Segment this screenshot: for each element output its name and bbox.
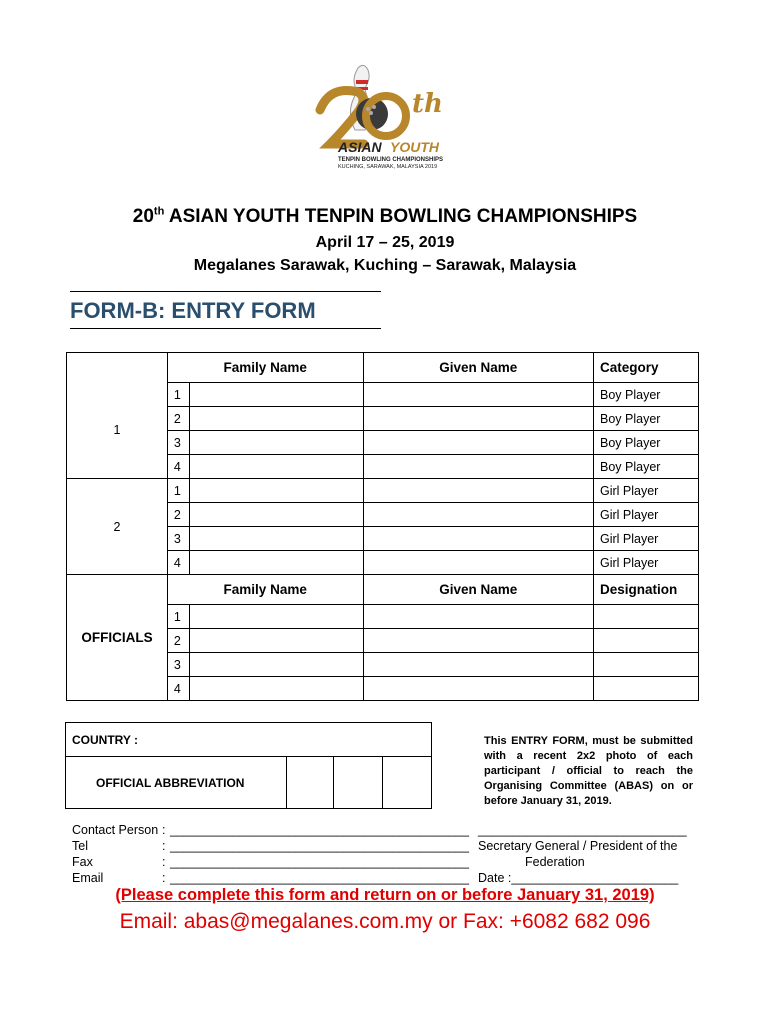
given-name-field[interactable] bbox=[363, 407, 594, 431]
fax-label: Fax bbox=[72, 855, 93, 869]
officials-label: OFFICIALS bbox=[67, 575, 168, 701]
submission-note: This ENTRY FORM, must be submitted with a recent 2x2 photo of each participant / official to reach the Organising Committee (ABAS) on or before January 31, 2019. bbox=[484, 735, 693, 807]
category-cell: Boy Player bbox=[594, 431, 699, 455]
category-cell: Girl Player bbox=[594, 527, 699, 551]
designation-field[interactable] bbox=[594, 677, 699, 701]
row-number: 2 bbox=[167, 407, 189, 431]
deadline-notice: (Please complete this form and return on or before January 31, 2019) bbox=[115, 886, 655, 904]
fax-field[interactable]: ___________________________________________ bbox=[170, 855, 469, 869]
category-cell: Boy Player bbox=[594, 455, 699, 479]
abbreviation-box-1[interactable] bbox=[286, 757, 334, 809]
given-name-field[interactable] bbox=[363, 455, 594, 479]
given-name-field[interactable] bbox=[363, 605, 594, 629]
row-number: 2 bbox=[167, 503, 189, 527]
logo-location: KUCHING, SARAWAK, MALAYSIA 2019 bbox=[338, 164, 438, 170]
given-name-field[interactable] bbox=[363, 503, 594, 527]
signature-block bbox=[478, 822, 693, 886]
country-label: COUNTRY : bbox=[72, 733, 138, 747]
tel-field[interactable]: ___________________________________________ bbox=[170, 839, 469, 853]
row-number: 4 bbox=[167, 551, 189, 575]
family-name-field[interactable] bbox=[189, 653, 363, 677]
event-title: 20th ASIAN YOUTH TENPIN BOWLING CHAMPIONSHIPS bbox=[132, 205, 638, 227]
entry-table bbox=[66, 352, 699, 701]
given-name-field[interactable] bbox=[363, 653, 594, 677]
email-label: Email bbox=[72, 871, 104, 885]
contact-colons: : : : : bbox=[162, 823, 166, 885]
family-name-field[interactable] bbox=[189, 479, 363, 503]
contact-labels bbox=[72, 822, 158, 886]
title-rule-top bbox=[70, 291, 381, 292]
logo-asian: ASIAN bbox=[338, 139, 382, 155]
championship-logo bbox=[300, 60, 475, 170]
family-name-field[interactable] bbox=[189, 629, 363, 653]
form-title: FORM-B: ENTRY FORM bbox=[70, 298, 316, 323]
header-given-name: Given Name bbox=[363, 575, 594, 605]
given-name-field[interactable] bbox=[363, 431, 594, 455]
given-name-field[interactable] bbox=[363, 527, 594, 551]
designation-field[interactable] bbox=[594, 629, 699, 653]
family-name-field[interactable] bbox=[189, 527, 363, 551]
family-name-field[interactable] bbox=[189, 407, 363, 431]
header-given-name: Given Name bbox=[363, 353, 594, 383]
category-cell: Girl Player bbox=[594, 503, 699, 527]
category-cell: Boy Player bbox=[594, 407, 699, 431]
group-2-label: 2 bbox=[67, 479, 168, 575]
group-1-label: 1 bbox=[67, 383, 168, 479]
given-name-field[interactable] bbox=[363, 479, 594, 503]
row-number: 4 bbox=[167, 455, 189, 479]
row-number: 3 bbox=[167, 527, 189, 551]
given-name-field[interactable] bbox=[363, 383, 594, 407]
logo-subtitle: TENPIN BOWLING CHAMPIONSHIPS bbox=[338, 157, 444, 163]
designation-field[interactable] bbox=[594, 605, 699, 629]
logo-suffix: th bbox=[412, 89, 443, 119]
date-field[interactable]: Date :________________________ bbox=[478, 871, 679, 885]
header-family-name: Family Name bbox=[167, 353, 363, 383]
contact-info: Email: abas@megalanes.com.my or Fax: +6082 682 096 bbox=[119, 910, 651, 933]
row-number: 3 bbox=[167, 653, 189, 677]
contact-person-field[interactable]: ___________________________________________ bbox=[170, 823, 469, 837]
contact-person-label: Contact Person bbox=[72, 823, 159, 837]
family-name-field[interactable] bbox=[189, 551, 363, 575]
family-name-field[interactable] bbox=[189, 383, 363, 407]
country-box bbox=[65, 722, 432, 809]
given-name-field[interactable] bbox=[363, 551, 594, 575]
event-venue: Megalanes Sarawak, Kuching – Sarawak, Malaysia bbox=[193, 257, 577, 274]
category-cell: Girl Player bbox=[594, 479, 699, 503]
country-field[interactable] bbox=[66, 723, 432, 757]
contact-lines bbox=[170, 822, 469, 886]
header-family-name: Family Name bbox=[167, 575, 363, 605]
family-name-field[interactable] bbox=[189, 503, 363, 527]
header-designation: Designation bbox=[594, 575, 699, 605]
row-number: 4 bbox=[167, 677, 189, 701]
logo-youth: YOUTH bbox=[390, 139, 439, 155]
tel-label: Tel bbox=[72, 839, 88, 853]
row-number: 1 bbox=[167, 479, 189, 503]
given-name-field[interactable] bbox=[363, 677, 594, 701]
family-name-field[interactable] bbox=[189, 431, 363, 455]
signature-line[interactable]: ______________________________ bbox=[478, 823, 687, 837]
event-dates: April 17 – 25, 2019 bbox=[315, 234, 455, 251]
email-field[interactable]: ___________________________________________ bbox=[170, 871, 469, 885]
abbreviation-label: OFFICIAL ABBREVIATION bbox=[66, 757, 287, 809]
family-name-field[interactable] bbox=[189, 677, 363, 701]
row-number: 1 bbox=[167, 383, 189, 407]
row-number: 3 bbox=[167, 431, 189, 455]
designation-field[interactable] bbox=[594, 653, 699, 677]
title-rule-bottom bbox=[70, 328, 381, 329]
category-cell: Boy Player bbox=[594, 383, 699, 407]
row-number: 1 bbox=[167, 605, 189, 629]
row-number: 2 bbox=[167, 629, 189, 653]
category-cell: Girl Player bbox=[594, 551, 699, 575]
signatory-title: Secretary General / President of the bbox=[478, 839, 678, 853]
given-name-field[interactable] bbox=[363, 629, 594, 653]
header-blank bbox=[67, 353, 168, 383]
family-name-field[interactable] bbox=[189, 455, 363, 479]
abbreviation-box-2[interactable] bbox=[334, 757, 383, 809]
family-name-field[interactable] bbox=[189, 605, 363, 629]
signatory-title-2: Federation bbox=[525, 855, 585, 869]
abbreviation-box-3[interactable] bbox=[383, 757, 432, 809]
header-category: Category bbox=[594, 353, 699, 383]
